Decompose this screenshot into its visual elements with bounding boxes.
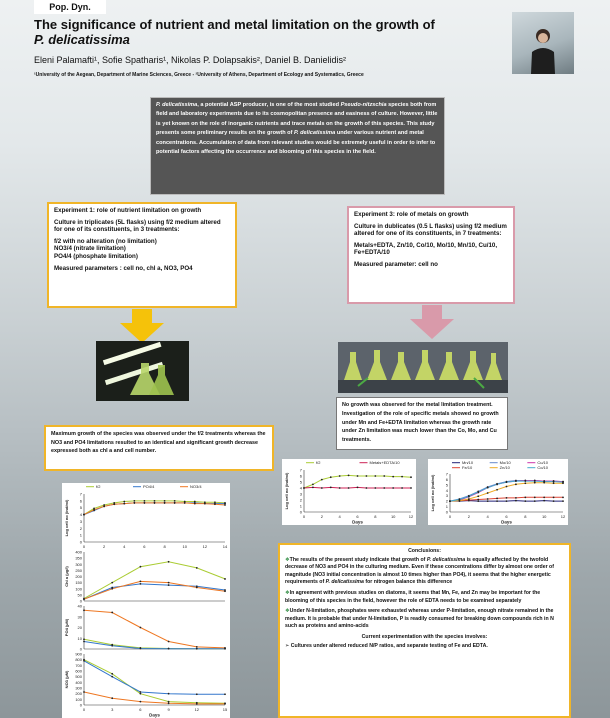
data-point [164,502,166,504]
poster-title [34,17,454,47]
data-point [468,495,470,497]
x-tick-label: 2 [320,514,323,519]
y-tick-label: 30 [77,614,82,620]
y-tick-label: 1 [445,504,448,510]
data-point [196,648,198,650]
concl-p1b: is equally affected by the twofold decrease of NO3 and PO4 in the culturing medium. Even if these concentrations differ by almost one order of magnitude (NO3 initial concentration is almost 10 times higher than PO4), it seems that the higher energetic requirements of [285,556,554,586]
culture-flasks-icon [96,341,189,401]
data-point [111,645,113,647]
concl-p2: In agreement with previous studies on diatoms, it seems that Mn, Fe, and Zn may be important for the blooming of this species in the field, however the role of EDTA needs to be examined separately [285,589,541,604]
concl-p4: Cultures under altered reduced N/P ratios, and separate testing of Fe and EDTA. [290,642,488,649]
section-tag: Pop. Dyn. [34,0,106,14]
data-point [477,499,479,501]
cell-number-chart [62,483,230,549]
y-tick-label: 7 [79,491,82,497]
data-point [534,482,536,484]
data-point [506,500,508,502]
y-tick-label: 2 [299,497,302,503]
data-point [348,475,350,477]
data-point [383,487,385,489]
data-point [562,496,564,498]
data-point [224,578,226,580]
y-axis-label: Log cell no (ind/ml) [430,474,435,512]
y-tick-label: 20 [77,625,82,630]
data-point [214,503,216,505]
legend-label: NO3/4 [190,484,202,489]
series-line [84,661,225,694]
y-tick-label: 3 [79,518,82,524]
exp3-culture: Culture in dublicates (0.5 L flasks) using f/2 medium altered for one of its constituents, in 7 treatments: [354,222,507,238]
y-tick-label: 5 [79,505,82,511]
data-point [83,638,85,640]
x-tick-label: 12 [408,514,414,519]
exp1-measured: Measured parameters : cell no, chl a, NO3, PO4 [54,264,193,272]
y-tick-label: 2 [79,525,82,531]
legend-label: Fe/10 [462,465,473,470]
data-point [123,503,125,505]
x-tick-label: 14 [222,544,228,549]
data-point [515,497,517,499]
data-point [410,487,412,489]
data-point [487,487,489,489]
x-tick-label: 4 [123,544,126,549]
x-tick-label: 2 [103,544,106,549]
y-tick-label: 250 [75,567,82,573]
y-tick-label: 4 [79,512,82,518]
x-tick-label: 6 [356,514,359,519]
data-point [339,487,341,489]
data-point [506,497,508,499]
y-tick-label: 100 [75,586,82,592]
metals-edta-chart [282,459,416,525]
y-tick-label: 400 [75,679,82,685]
exp3-measured: Measured parameter: cell no [354,260,438,268]
data-point [168,648,170,650]
data-point [140,648,142,650]
y-tick-label: 3 [445,493,448,499]
data-point [524,480,526,482]
data-point [487,492,489,494]
x-tick-label: 2 [467,514,470,519]
data-point [196,693,198,695]
data-point [312,484,314,486]
data-point [196,646,198,648]
data-point [196,567,198,569]
data-point [401,487,403,489]
data-point [330,487,332,489]
legend-label: PO4/4 [143,484,155,489]
y-tick-label: 5 [299,479,302,485]
data-point [321,487,323,489]
exp1-treatment3: PO4/4 (phosphate limitation) [54,252,138,260]
data-point [83,598,85,600]
individual-metals-chart [428,459,568,525]
legend-label: Mo/10 [499,460,511,465]
x-tick-label: 12 [194,707,200,712]
data-point [140,691,142,693]
conclusions-box [278,543,571,718]
exp1-treatment2: NO3/4 (nitrate limitation) [54,245,126,253]
x-tick-label: 15 [222,707,228,712]
legend-label: Metals+EDTA/10 [369,460,400,465]
data-point [224,504,226,506]
data-point [83,691,85,693]
data-point [196,703,198,705]
x-tick-label: 0 [82,707,86,712]
data-point [357,487,359,489]
x-tick-label: 9 [167,707,170,712]
data-point [515,480,517,482]
data-point [204,503,206,505]
affiliations: ¹University of the Aegean, Department of Marine Sciences, Greece - ²University of Athens, Department of Ecology and Systematics, Greece [34,72,364,78]
data-point [93,509,95,511]
researcher-photo [512,12,574,74]
data-point [113,503,115,505]
y-tick-label: 900 [75,651,82,657]
x-tick-label: 0 [448,514,452,519]
data-point [168,584,170,586]
abstract-text-a: , a potential ASP producer, is one of the most studied [197,102,341,108]
data-point [154,500,156,502]
y-tick-label: 600 [75,668,82,674]
x-tick-label: 6 [505,514,508,519]
data-point [168,641,170,643]
exp1-culture: Culture in triplicates (5L flasks) using f/2 medium altered for one of its constituents, in 3 treatments: [54,218,221,234]
data-point [140,583,142,585]
y-axis-label: Log cell no (ind/ml) [64,499,69,537]
data-point [477,491,479,493]
down-arrow-yellow-icon [118,309,166,343]
y-tick-label: 300 [75,561,82,567]
x-tick-label: 4 [338,514,341,519]
experiment3-box [347,206,515,304]
data-point [111,697,113,699]
title-line1: The significance of nutrient and metal limitation on the growth of [34,17,435,32]
data-point [111,676,113,678]
data-point [144,502,146,504]
y-tick-label: 40 [77,603,82,609]
data-point [224,647,226,649]
y-axis-label: Log cell no (ind/ml) [284,472,289,510]
data-point [553,481,555,483]
data-point [168,701,170,703]
y-tick-label: 6 [299,473,302,479]
data-point [515,483,517,485]
y-tick-label: 0 [299,509,302,515]
y-tick-label: 0 [445,509,448,515]
data-point [83,641,85,643]
data-point [515,500,517,502]
x-tick-label: 8 [524,514,527,519]
metal-flasks-photo [338,342,508,393]
data-point [374,475,376,477]
data-point [366,475,368,477]
data-point [154,502,156,504]
data-point [321,479,323,481]
data-point [111,582,113,584]
y-axis-label: PO4 (µM) [64,618,69,637]
data-point [553,496,555,498]
y-tick-label: 0 [79,702,82,708]
abstract-box [150,97,445,195]
conclusion-2 [285,590,564,605]
data-point [174,500,176,502]
series-line [84,562,225,599]
chl-a-chart [62,549,230,603]
x-tick-label: 4 [486,514,489,519]
legend-label: Co/10 [537,465,549,470]
data-point [496,498,498,500]
data-point [487,500,489,502]
y-tick-label: 10 [77,635,82,641]
x-axis-label: Days [352,519,363,525]
data-point [524,500,526,502]
authors: Eleni Palamafti¹, Sofie Spatharis¹, Nikolas P. Dolapsakis², Daniel B. Danielidis² [34,55,346,65]
data-point [224,693,226,695]
data-point [401,476,403,478]
concl-p1-species: P. delicatissima [426,556,466,563]
lab-culture-photo [96,341,189,401]
y-tick-label: 3 [299,491,302,497]
x-tick-label: 8 [374,514,377,519]
x-tick-label: 6 [139,707,142,712]
data-point [524,482,526,484]
po4-chart [62,603,230,651]
data-point [524,496,526,498]
data-point [392,476,394,478]
data-point [103,505,105,507]
x-tick-label: 0 [82,544,86,549]
y-tick-label: 0 [79,646,82,651]
data-point [330,476,332,478]
concl-p3: Under N-limitation, phosphates were exhausted whereas under P-limitation, enough nitrate remained in the medium. It is probable that under N-limitation, P is readily consumed for breaking down compounds rich in N such as proteins and amino-acids [285,608,554,630]
y-tick-label: 400 [75,549,82,555]
conclusion-4 [285,643,564,651]
y-tick-label: 6 [79,498,82,504]
data-point [543,500,545,502]
data-point [194,503,196,505]
data-point [459,499,461,501]
y-tick-label: 4 [299,485,302,491]
y-tick-label: 1 [299,503,302,509]
data-point [83,609,85,611]
y-tick-label: 5 [445,482,448,488]
data-point [224,590,226,592]
data-point [496,489,498,491]
bullet-icon: ❖ [285,608,290,615]
x-tick-label: 12 [202,544,208,549]
data-point [374,487,376,489]
data-point [496,500,498,502]
data-point [383,475,385,477]
y-tick-label: 700 [75,662,82,668]
data-point [477,495,479,497]
concl-p1a: The results of the present study indicate that growth of [289,556,427,563]
data-point [83,514,85,516]
x-tick-label: 12 [560,514,566,519]
data-point [487,498,489,500]
y-tick-label: 6 [445,476,448,482]
data-point [168,693,170,695]
y-tick-label: 500 [75,674,82,680]
x-tick-label: 10 [541,514,547,519]
data-point [123,501,125,503]
x-tick-label: 8 [163,544,166,549]
data-point [83,660,85,662]
abstract-species: P. delicatissima [156,102,198,108]
y-tick-label: 7 [299,467,302,473]
concl-p1c: for nitrogen balance this difference [363,579,453,586]
y-tick-label: 7 [445,471,448,477]
legend-label: Cu/10 [537,460,549,465]
x-tick-label: 10 [390,514,396,519]
data-point [144,500,146,502]
abstract-species2: P. delicatissima [294,130,336,137]
data-point [140,693,142,695]
series-line [84,610,225,648]
legend-label: Zn/10 [499,465,510,470]
abstract-text-c: under various nutrient and metal concentrations. Accumulation of data from relevant studies would be extremely useful in order to infer to potential factors affecting the occurrence and blooming of this species in the field. [156,130,436,156]
exp1-heading: Experiment 1: role of nutrient limitation on growth [54,207,202,214]
data-point [168,582,170,584]
x-tick-label: 6 [143,544,146,549]
y-tick-label: 50 [77,592,82,598]
bullet-icon: ❖ [285,589,290,596]
y-tick-label: 0 [79,539,82,545]
flasks-row-icon [338,342,508,393]
bullet-icon: ❖ [285,556,290,563]
data-point [164,500,166,502]
conclusion-3 [285,608,564,631]
result3-box: No growth was observed for the metal limitation treatment. Investigation of the role of specific metals showed no growth under Mn and Fe+EDTA limitation whereas the growth rate under Zn limitation was much lower than the Co, Mo, and Cu treatments. [336,397,508,450]
data-point [133,502,135,504]
data-point [449,500,451,502]
y-tick-label: 0 [79,598,82,603]
legend-label: f/2 [96,484,101,489]
down-arrow-pink-icon [408,305,456,339]
data-point [224,703,226,705]
y-tick-label: 350 [75,555,82,561]
data-point [140,566,142,568]
y-axis-label: NO3 (µM) [64,670,69,689]
title-line2: P. delicatissima [34,32,130,47]
data-point [553,482,555,484]
current-experimentation-heading: Current experimentation with the species involves: [361,633,488,640]
data-point [111,673,113,675]
data-point [312,487,314,489]
y-axis-label: Chl a (µg/l) [64,566,69,587]
data-point [534,496,536,498]
data-point [140,581,142,583]
data-point [543,496,545,498]
y-tick-label: 150 [75,580,82,586]
conclusions-heading: Conclusions: [408,548,441,554]
y-tick-label: 200 [75,574,82,579]
data-point [168,561,170,563]
data-point [468,498,470,500]
data-point [111,612,113,614]
x-axis-label: Days [149,712,160,718]
x-axis-label: Days [501,519,512,525]
data-point [410,476,412,478]
data-point [543,481,545,483]
data-point [506,481,508,483]
y-tick-label: 100 [75,696,82,702]
data-point [562,481,564,483]
data-point [562,500,564,502]
data-point [339,475,341,477]
arrow-bullet-icon: ➢ [285,642,291,649]
data-point [174,502,176,504]
data-point [496,483,498,485]
data-point [534,480,536,482]
result1-box: Maximum growth of the species was observed under the f/2 treatments whereas the NO3 and PO4 limitations resulted to an identical and significant growth decrease expressed both as chl a and cell number. [44,425,274,471]
conclusion-1 [285,557,564,587]
data-point [168,702,170,704]
series-line [304,475,411,488]
concl-p1-species2: P. delicatissima [325,579,364,586]
data-point [553,500,555,502]
y-tick-label: 300 [75,685,82,691]
person-silhouette-icon [528,26,558,74]
experiment1-box [47,202,237,308]
legend-label: Mn/10 [462,460,474,465]
data-point [357,475,359,477]
y-tick-label: 1 [79,532,82,538]
x-tick-label: 3 [111,707,114,712]
data-point [477,500,479,502]
data-point [534,500,536,502]
y-tick-label: 800 [75,657,82,663]
data-point [133,500,135,502]
y-tick-label: 200 [75,691,82,697]
exp1-treatment1: f/2 with no alteration (no limitation) [54,237,157,245]
data-point [506,486,508,488]
legend-label: f/2 [316,460,321,465]
data-point [392,487,394,489]
data-point [366,487,368,489]
exp3-heading: Experiment 3: role of metals on growth [354,211,469,218]
x-tick-label: 10 [182,544,187,549]
data-point [111,588,113,590]
data-point [303,487,305,489]
data-point [348,487,350,489]
data-point [184,502,186,504]
exp3-treatments: Metals+EDTA, Zn/10, Co/10, Mo/10, Mn/10, Cu/10, Fe+EDTA/10 [354,241,498,257]
no3-chart [62,651,230,718]
data-point [140,701,142,703]
data-point [196,587,198,589]
abstract-genus: Pseudo-nitzschia [340,102,387,108]
x-tick-label: 0 [302,514,306,519]
data-point [140,627,142,629]
y-tick-label: 4 [445,487,448,493]
y-tick-label: 2 [445,498,448,504]
abstract-text-b: species both from field and laboratory experiments due to its cosmopolitan presence and easiness of culture. However, little is yet known on the role of inorganic nutrients and trace metals on the growth of this species. This study presents some preliminary results on the growth of [156,102,438,137]
